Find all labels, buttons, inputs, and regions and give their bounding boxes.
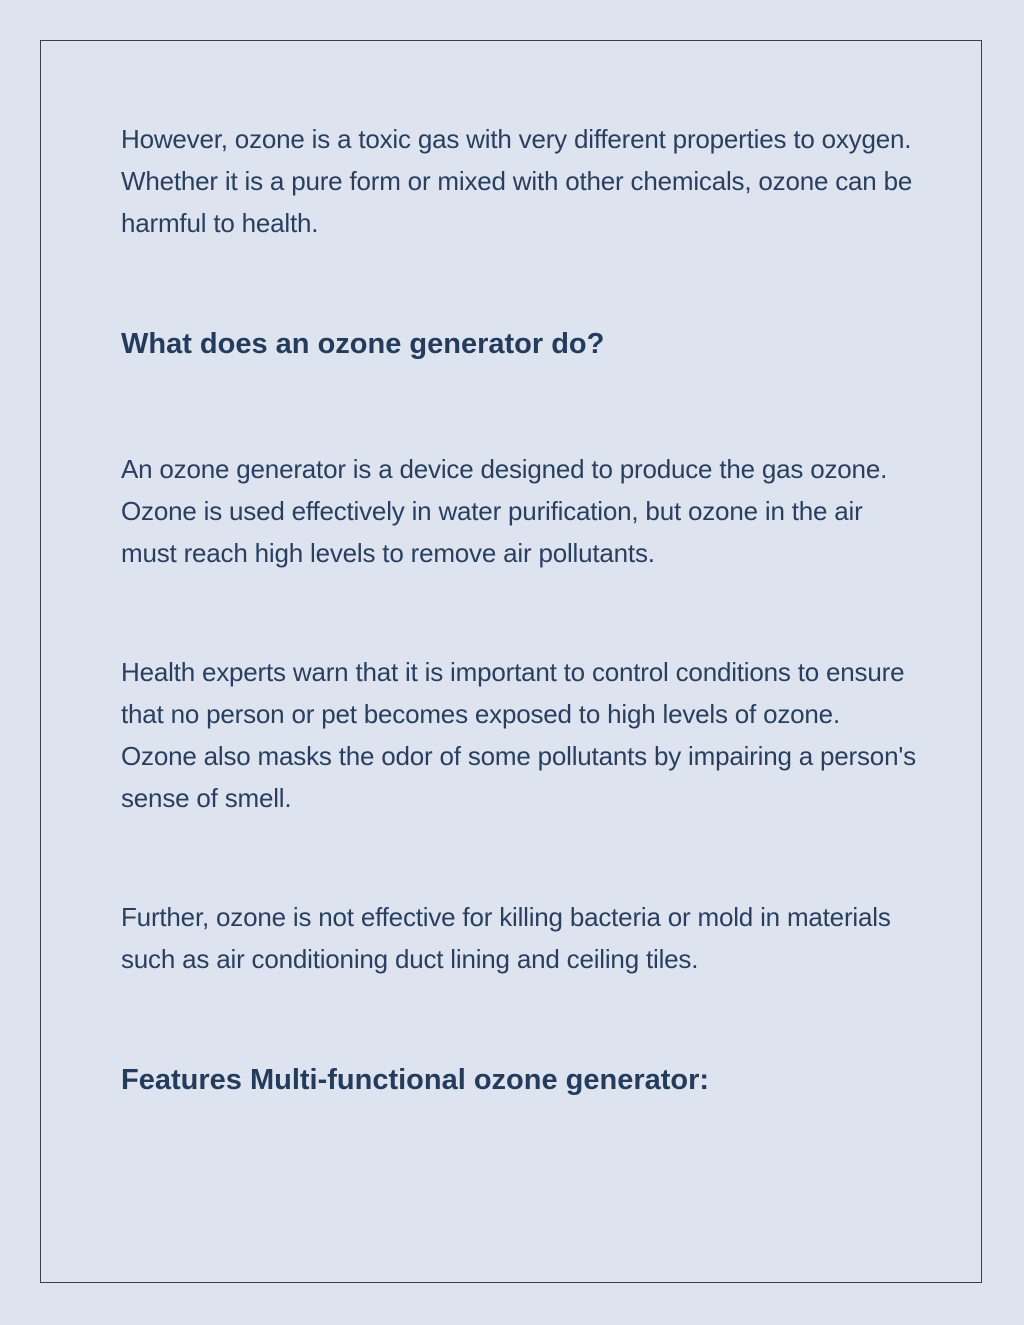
heading-features: Features Multi-functional ozone generator:	[121, 1064, 710, 1096]
paragraph-ozone-toxicity: However, ozone is a toxic gas with very different properties to oxygen. Whether it is a pure form or mixed with other chemicals, ozone can be harmful to health.	[121, 124, 913, 238]
heading-what-ozone-generator-does: What does an ozone generator do?	[121, 328, 605, 360]
paragraph-health-experts-warning: Health experts warn that it is important to control conditions to ensure that no person or pet becomes exposed to high levels of ozone. Ozone also masks the odor of some pollutants by impairing a person's sense of smell.	[121, 657, 916, 813]
paragraph-ozone-generator-definition: An ozone generator is a device designed to produce the gas ozone. Ozone is used effectively in water purification, but ozone in the air must reach high levels to remove air pollutants.	[121, 454, 888, 568]
paragraph-ozone-ineffective: Further, ozone is not effective for killing bacteria or mold in materials such as air conditioning duct lining and ceiling tiles.	[121, 902, 891, 974]
